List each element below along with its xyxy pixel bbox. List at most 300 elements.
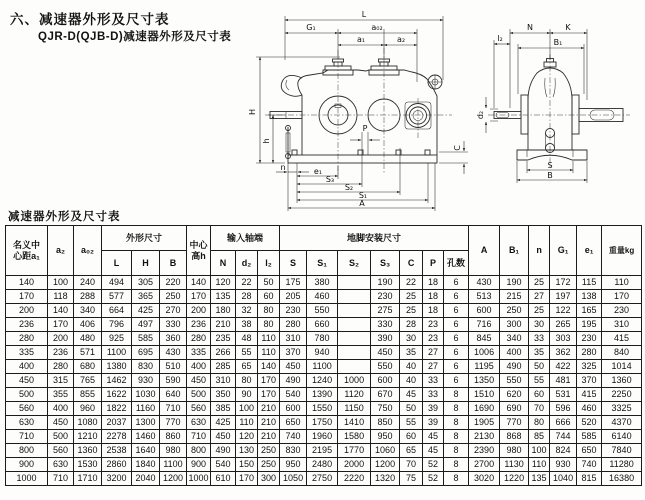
table-cell: 1080	[74, 416, 102, 430]
table-cell: 362	[550, 346, 577, 360]
table-cell: 1905	[469, 416, 500, 430]
table-cell: 2250	[602, 388, 642, 402]
table-row	[6, 444, 642, 458]
table-cell: 1200	[160, 472, 187, 486]
table-cell: 8	[444, 458, 469, 472]
col-header-S3: S₃	[371, 251, 400, 276]
col-header-a1	[6, 226, 48, 276]
table-cell: 80	[258, 304, 280, 318]
table-cell: 750	[371, 402, 400, 416]
col-header-a1-line2: 心距a₁	[13, 250, 40, 261]
table-cell: 490	[500, 360, 529, 374]
table-cell: 250	[258, 444, 280, 458]
dim-label-C: C	[453, 145, 462, 151]
table-cell: 140	[48, 304, 74, 318]
col-header-B: B	[160, 251, 187, 276]
table-cell: 1840	[132, 458, 160, 472]
table-cell: 8	[444, 444, 469, 458]
table-cell: 2037	[102, 416, 132, 430]
table-cell: 1530	[74, 458, 102, 472]
table-row	[6, 318, 642, 332]
table-cell: 335	[6, 346, 48, 360]
table-cell: 310	[602, 318, 642, 332]
table-cell: 425	[132, 304, 160, 318]
table-cell: 310	[280, 332, 307, 346]
table-cell: 550	[371, 360, 400, 374]
group-header-input-shaft: 输入轴端	[211, 226, 280, 251]
dim-label-n: n	[280, 163, 286, 172]
table-cell: 6	[444, 360, 469, 374]
table-cell: 950	[280, 458, 307, 472]
table-cell: 55	[529, 374, 550, 388]
table-cell: 8	[444, 402, 469, 416]
table-cell: 980	[160, 444, 187, 458]
table-cell: 197	[550, 290, 577, 304]
table-cell: 513	[469, 290, 500, 304]
table-cell: 230	[602, 304, 642, 318]
table-cell: 716	[469, 318, 500, 332]
table-cell: 23	[423, 318, 444, 332]
table-cell: 425	[211, 416, 236, 430]
table-cell: 310	[211, 374, 236, 388]
col-header-n: n	[529, 226, 550, 276]
table-cell: 415	[577, 388, 602, 402]
dim-label-S3: S₃	[325, 175, 335, 184]
table-cell: 1060	[371, 444, 400, 458]
table-cell: 840	[602, 346, 642, 360]
table-cell: 65	[236, 360, 258, 374]
table-cell: 236	[187, 318, 211, 332]
table-cell: 2000	[338, 458, 371, 472]
col-header-e1: e₁	[577, 226, 602, 276]
table-cell: 925	[102, 332, 132, 346]
table-cell: 500	[48, 430, 74, 444]
table-cell: 860	[160, 430, 187, 444]
table-cell: 3020	[469, 472, 500, 486]
table-cell: 1006	[469, 346, 500, 360]
table-cell: 115	[577, 276, 602, 290]
table-cell: 120	[236, 430, 258, 444]
table-cell: 490	[211, 444, 236, 458]
table-cell: 265	[550, 318, 577, 332]
table-cell: 950	[371, 430, 400, 444]
table-cell: 550	[500, 374, 529, 388]
table-cell: 170	[187, 290, 211, 304]
table-cell: 596	[550, 402, 577, 416]
table-cell: 266	[211, 346, 236, 360]
table-cell: 230	[371, 290, 400, 304]
table-cell: 1150	[338, 402, 371, 416]
table-cell: 2700	[469, 458, 500, 472]
table-cell: 6140	[602, 430, 642, 444]
table-cell: 23	[423, 332, 444, 346]
table-cell: 40	[400, 374, 423, 388]
dim-label-P: P	[362, 124, 368, 133]
table-cell: 35	[529, 346, 550, 360]
table-cell: 1390	[307, 388, 338, 402]
table-cell: 450	[6, 374, 48, 388]
table-cell	[338, 360, 371, 374]
table-cell: 7840	[602, 444, 642, 458]
table-cell: 1320	[371, 472, 400, 486]
table-cell: 1130	[500, 458, 529, 472]
table-cell: 8	[444, 416, 469, 430]
table-cell: 585	[132, 332, 160, 346]
table-cell: 630	[6, 416, 48, 430]
table-cell: 560	[6, 402, 48, 416]
table-cell: 2220	[338, 472, 371, 486]
table-cell: 170	[258, 374, 280, 388]
table-cell: 6	[444, 318, 469, 332]
table-cell: 2040	[132, 472, 160, 486]
table-cell: 900	[187, 458, 211, 472]
table-cell: 45	[423, 444, 444, 458]
table-row	[6, 360, 642, 374]
table-cell: 500	[187, 388, 211, 402]
table-cell: 48	[236, 332, 258, 346]
dim-label-S1: S₁	[358, 191, 368, 200]
table-cell	[338, 276, 371, 290]
table-cell: 355	[48, 388, 74, 402]
table-cell: 480	[74, 332, 102, 346]
table-cell: 150	[236, 458, 258, 472]
table-cell: 1300	[132, 416, 160, 430]
table-cell: 28	[236, 290, 258, 304]
table-cell: 400	[6, 360, 48, 374]
table-cell: 1030	[132, 388, 160, 402]
table-row	[6, 346, 642, 360]
table-cell: 1120	[338, 388, 371, 402]
table-cell: 1690	[469, 402, 500, 416]
table-cell: 845	[469, 332, 500, 346]
table-cell: 27	[423, 360, 444, 374]
table-cell: 1710	[74, 472, 102, 486]
table-cell: 450	[211, 430, 236, 444]
table-label: 减速器外形及尺寸表	[8, 211, 121, 223]
table-cell: 415	[602, 332, 642, 346]
table-cell: 1510	[469, 388, 500, 402]
table-cell: 280	[280, 318, 307, 332]
table-cell: 930	[132, 374, 160, 388]
table-cell	[338, 346, 371, 360]
table-row	[6, 430, 642, 444]
table-cell: 2860	[102, 458, 132, 472]
table-cell: 52	[423, 472, 444, 486]
table-cell: 2130	[469, 430, 500, 444]
table-cell: 640	[160, 388, 187, 402]
page-title: 六、减速器外形及尺寸表	[10, 12, 170, 27]
table-cell: 205	[280, 290, 307, 304]
table-cell: 11280	[602, 458, 642, 472]
table-cell: 780	[307, 332, 338, 346]
table-cell: 4370	[602, 416, 642, 430]
table-cell: 460	[307, 290, 338, 304]
table-cell: 110	[258, 346, 280, 360]
table-cell: 855	[74, 388, 102, 402]
table-cell: 365	[132, 290, 160, 304]
table-cell: 850	[371, 416, 400, 430]
table-cell: 1100	[102, 346, 132, 360]
table-cell: 25	[400, 290, 423, 304]
table-cell: 200	[48, 332, 74, 346]
col-header-A: A	[469, 226, 500, 276]
table-cell: 710	[6, 430, 48, 444]
table-cell: 280	[577, 346, 602, 360]
table-cell: 571	[74, 346, 102, 360]
table-cell: 170	[602, 290, 642, 304]
table-row	[6, 290, 642, 304]
dim-label-K: K	[565, 23, 571, 32]
table-cell: 110	[529, 458, 550, 472]
table-cell: 540	[211, 458, 236, 472]
table-cell: 80	[258, 318, 280, 332]
table-cell: 210	[258, 402, 280, 416]
table-cell: 175	[280, 276, 307, 290]
table-cell: 33	[423, 374, 444, 388]
table-cell: 140	[187, 276, 211, 290]
table-cell: 460	[577, 402, 602, 416]
table-cell: 2538	[102, 444, 132, 458]
dimension-table-body	[6, 276, 642, 486]
col-header-L: L	[102, 251, 132, 276]
table-cell: 27	[423, 346, 444, 360]
col-header-H: H	[132, 251, 160, 276]
dim-label-e1: e₁	[313, 167, 323, 176]
table-cell: 6	[444, 346, 469, 360]
table-cell: 110	[258, 332, 280, 346]
table-cell: 300	[258, 472, 280, 486]
col-header-G1: G₁	[550, 226, 577, 276]
col-header-d2: d₂	[236, 251, 258, 276]
table-cell: 90	[236, 388, 258, 402]
col-header-h-line2: 高h	[191, 250, 206, 261]
dim-label-a02: a₀₂	[371, 23, 383, 32]
table-cell: 135	[211, 290, 236, 304]
table-cell: 118	[48, 290, 74, 304]
dim-label-A: A	[359, 199, 365, 208]
col-header-a2: a₂	[48, 226, 74, 276]
table-cell: 400	[500, 346, 529, 360]
table-cell: 18	[423, 276, 444, 290]
table-cell: 303	[550, 332, 577, 346]
table-cell: 200	[6, 304, 48, 318]
table-cell: 450	[187, 374, 211, 388]
table-cell: 236	[6, 318, 48, 332]
table-cell: 18	[423, 304, 444, 318]
table-cell: 796	[102, 318, 132, 332]
table-cell: 450	[48, 416, 74, 430]
table-cell: 140	[6, 276, 48, 290]
table-cell: 1580	[338, 430, 371, 444]
table-cell: 340	[74, 304, 102, 318]
col-header-a1-line1: 名义中	[12, 240, 40, 251]
table-cell: 400	[48, 402, 74, 416]
table-cell: 1462	[102, 374, 132, 388]
table-row	[6, 472, 642, 486]
table-cell: 2750	[307, 472, 338, 486]
table-cell: 390	[371, 332, 400, 346]
table-cell: 494	[102, 276, 132, 290]
table-cell: 660	[307, 318, 338, 332]
table-cell: 305	[132, 276, 160, 290]
table-cell: 230	[577, 332, 602, 346]
table-cell: 170	[6, 290, 48, 304]
table-cell: 170	[48, 318, 74, 332]
dim-label-B: B	[547, 171, 553, 180]
table-cell: 1000	[338, 374, 371, 388]
table-cell: 70	[529, 402, 550, 416]
table-cell: 330	[371, 318, 400, 332]
table-cell: 450	[280, 360, 307, 374]
table-cell: 1040	[550, 472, 577, 486]
col-header-h-line1: 中心	[189, 240, 208, 251]
table-cell: 38	[236, 318, 258, 332]
table-cell: 1622	[102, 388, 132, 402]
table-cell: 815	[577, 472, 602, 486]
dim-label-S: S	[547, 161, 553, 170]
table-cell: 27	[529, 290, 550, 304]
table-cell: 195	[577, 318, 602, 332]
table-cell: 165	[577, 304, 602, 318]
dim-label-l2: l₂	[497, 34, 503, 43]
table-cell: 600	[280, 402, 307, 416]
table-cell: 740	[577, 458, 602, 472]
col-header-S1: S₁	[307, 251, 338, 276]
table-row	[6, 416, 642, 430]
col-header-S: S	[280, 251, 307, 276]
table-cell	[338, 318, 371, 332]
table-cell: 50	[400, 402, 423, 416]
table-cell: 6	[444, 332, 469, 346]
table-cell: 190	[500, 276, 529, 290]
table-cell: 60	[258, 290, 280, 304]
table-cell: 1410	[338, 416, 371, 430]
table-cell: 690	[500, 402, 529, 416]
table-cell: 620	[500, 388, 529, 402]
table-cell: 497	[132, 318, 160, 332]
table-cell: 200	[187, 304, 211, 318]
table-cell: 380	[307, 276, 338, 290]
table-cell: 400	[187, 360, 211, 374]
table-cell: 1100	[307, 360, 338, 374]
col-header-C: C	[400, 251, 423, 276]
table-cell: 406	[74, 318, 102, 332]
table-cell: 710	[187, 430, 211, 444]
table-cell: 1460	[132, 430, 160, 444]
table-cell: 65	[400, 444, 423, 458]
table-cell: 110	[602, 276, 642, 290]
table-cell: 510	[160, 360, 187, 374]
table-cell: 130	[236, 444, 258, 458]
side-view	[476, 23, 630, 183]
table-cell: 18	[423, 290, 444, 304]
table-cell: 1350	[469, 374, 500, 388]
table-cell: 1360	[74, 444, 102, 458]
table-cell: 80	[529, 416, 550, 430]
table-cell: 52	[423, 458, 444, 472]
table-cell: 630	[187, 416, 211, 430]
table-cell: 138	[577, 290, 602, 304]
table-cell: 1195	[469, 360, 500, 374]
table-cell: 630	[48, 458, 74, 472]
table-cell: 22	[400, 276, 423, 290]
table-cell: 520	[577, 416, 602, 430]
table-cell: 235	[211, 332, 236, 346]
table-cell: 481	[550, 374, 577, 388]
table-cell: 315	[48, 374, 74, 388]
table-cell: 210	[258, 416, 280, 430]
table-cell: 30	[400, 332, 423, 346]
table-cell	[338, 290, 371, 304]
table-cell: 1822	[102, 402, 132, 416]
table-cell: 1220	[500, 472, 529, 486]
table-cell: 180	[211, 304, 236, 318]
table-cell: 40	[400, 360, 423, 374]
table-cell: 340	[500, 332, 529, 346]
table-cell: 577	[102, 290, 132, 304]
table-cell: 2390	[469, 444, 500, 458]
table-cell: 55	[236, 346, 258, 360]
table-cell: 172	[550, 276, 577, 290]
table-cell: 650	[577, 444, 602, 458]
table-cell: 430	[160, 346, 187, 360]
table-cell: 370	[280, 346, 307, 360]
table-cell: 590	[160, 374, 187, 388]
table-cell: 385	[211, 402, 236, 416]
table-cell: 2278	[102, 430, 132, 444]
table-row	[6, 374, 642, 388]
table-cell: 2195	[307, 444, 338, 458]
table-cell: 250	[160, 290, 187, 304]
table-cell: 45	[423, 430, 444, 444]
table-cell: 1000	[6, 472, 48, 486]
table-cell: 1160	[132, 402, 160, 416]
front-view	[248, 10, 468, 211]
table-cell: 85	[529, 430, 550, 444]
table-cell: 868	[500, 430, 529, 444]
table-cell: 1380	[102, 360, 132, 374]
table-cell: 560	[187, 402, 211, 416]
table-cell: 25	[529, 276, 550, 290]
table-cell: 770	[500, 416, 529, 430]
col-header-B1: B₁	[500, 226, 529, 276]
table-cell: 135	[529, 472, 550, 486]
table-cell: 450	[371, 346, 400, 360]
table-cell: 45	[400, 388, 423, 402]
table-cell: 560	[48, 444, 74, 458]
table-cell: 32	[236, 304, 258, 318]
table-cell: 1100	[160, 458, 187, 472]
table-cell: 220	[160, 276, 187, 290]
table-cell: 830	[280, 444, 307, 458]
table-cell: 1210	[74, 430, 102, 444]
table-header	[6, 226, 642, 276]
table-cell: 39	[423, 402, 444, 416]
table-cell: 35	[400, 346, 423, 360]
table-cell: 110	[236, 416, 258, 430]
table-cell: 980	[500, 444, 529, 458]
col-header-P: P	[423, 251, 444, 276]
table-cell: 80	[236, 374, 258, 388]
table-cell: 800	[187, 444, 211, 458]
table-cell: 325	[577, 360, 602, 374]
table-cell: 60	[529, 388, 550, 402]
table-cell: 824	[550, 444, 577, 458]
table-cell: 666	[550, 416, 577, 430]
page-subtitle: QJR-D(QJB-D)减速器外形及尺寸表	[38, 31, 232, 43]
table-cell: 6	[444, 276, 469, 290]
table-row	[6, 458, 642, 472]
